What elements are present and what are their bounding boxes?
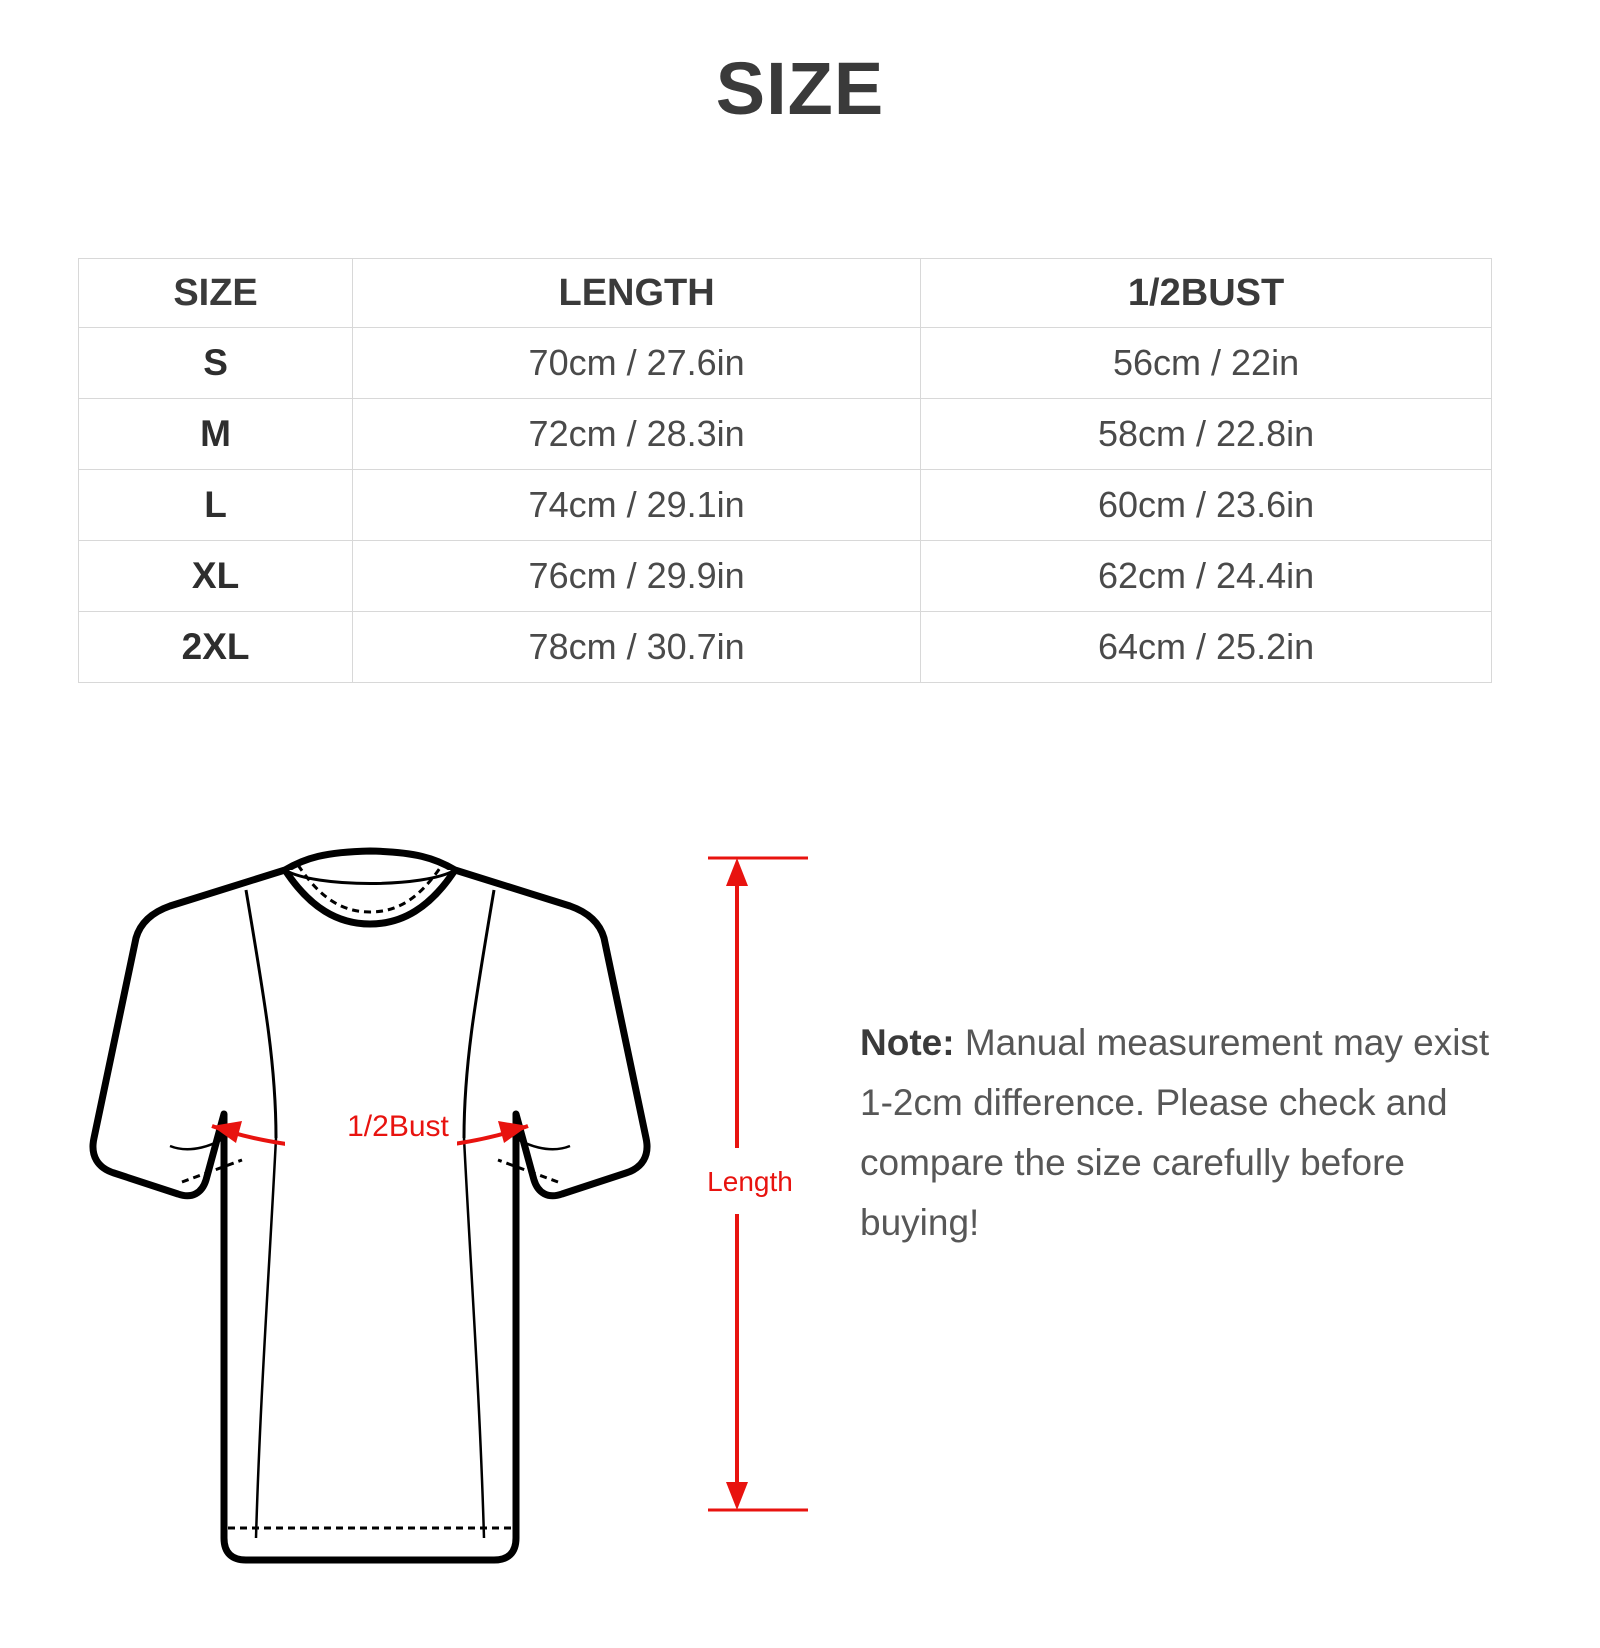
bust-measure-label: 1/2Bust (347, 1110, 449, 1143)
column-header-bust: 1/2BUST (921, 259, 1492, 328)
length-measure-label: Length (707, 1166, 793, 1197)
note-text: Manual measurement may exist 1-2cm difference. Please check and compare the size carefully before buying! (860, 1022, 1490, 1243)
table-row (79, 399, 1492, 470)
cell-bust: 62cm / 24.4in (921, 541, 1492, 612)
table-row (79, 541, 1492, 612)
size-chart-table (78, 258, 1492, 683)
cell-size: XL (79, 541, 353, 612)
size-chart-table-container (78, 258, 1492, 683)
cell-size: L (79, 470, 353, 541)
cell-bust: 56cm / 22in (921, 328, 1492, 399)
cell-length: 74cm / 29.1in (353, 470, 921, 541)
cell-length: 78cm / 30.7in (353, 612, 921, 683)
cell-size: S (79, 328, 353, 399)
page-title: SIZE (715, 47, 885, 130)
length-measure-arrow-icon (690, 848, 810, 1548)
table-header-row (79, 259, 1492, 328)
measurement-diagram (0, 838, 1600, 1628)
cell-size: M (79, 399, 353, 470)
cell-bust: 64cm / 25.2in (921, 612, 1492, 683)
cell-length: 76cm / 29.9in (353, 541, 921, 612)
table-row (79, 328, 1492, 399)
note-block (860, 1013, 1500, 1253)
cell-length: 70cm / 27.6in (353, 328, 921, 399)
table-row (79, 612, 1492, 683)
tshirt-illustration-icon (70, 838, 670, 1598)
cell-bust: 60cm / 23.6in (921, 470, 1492, 541)
column-header-length: LENGTH (353, 259, 921, 328)
cell-length: 72cm / 28.3in (353, 399, 921, 470)
cell-size: 2XL (79, 612, 353, 683)
note-label: Note: (860, 1022, 955, 1063)
cell-bust: 58cm / 22.8in (921, 399, 1492, 470)
column-header-size: SIZE (79, 259, 353, 328)
table-row (79, 470, 1492, 541)
